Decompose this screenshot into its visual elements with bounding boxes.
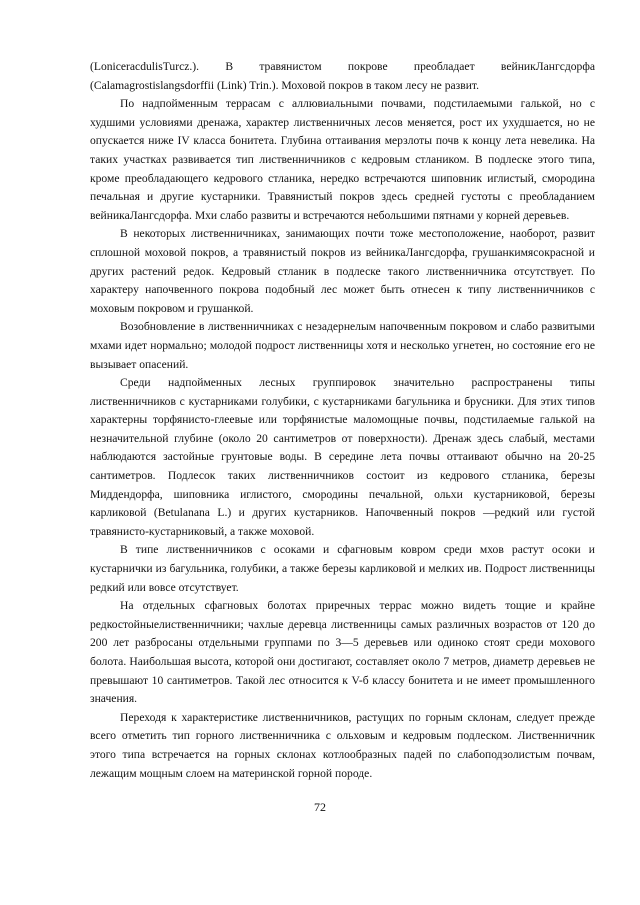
- paragraph-4: Возобновление в лиственничниках с незадернелым напочвенным покровом и слабо развитыми мхами идет нормально; молодой подрост лиственницы хотя и несколько угнетен, но состояние его не вызывает опасений.: [90, 320, 595, 371]
- paragraph-7: На отдельных сфагновых болотах приречных террас можно видеть тощие и крайне редкостойныелиственничники; чахлые деревца лиственницы самых различных возрастов от 120 до 200 лет разбросаны отдельными группами по 3—5 деревьев или одиноко стоят среди мохового болота. Наибольшая высота, которой они достигают, составляет около 7 метров, диаметр деревьев не превышают 10 сантиметров. Такой лес относится к V-б классу бонитета и не имеет промышленного значения.: [90, 599, 595, 706]
- paragraph-2: По надпойменным террасам с аллювиальными почвами, подстилаемыми галькой, но с худшими условиями дренажа, характер лиственничных лесов меняется, рост их ухудшается, но не опускается ниже IV класса бонитета. Глубина оттаивания мерзлоты почв к концу лета невелика. На таких участках развивается тип лиственничников с кедровым стлаником. В подлеске этого типа, кроме преобладающего кедрового стланика, нередко встречаются шиповник иглистый, смородина печальная и другие кустарники. Травянистый покров здесь средней густоты с преобладанием вейникаЛангсдорфа. Мхи слабо развиты и встречаются небольшими пятнами у корней деревьев.: [90, 97, 595, 222]
- paragraph-6: В типе лиственничников с осоками и сфагновым ковром среди мхов растут осоки и кустарнички из багульника, голубики, а также березы карликовой и мелких ив. Подрост лиственницы редкий или вовсе отсутствует.: [90, 543, 595, 594]
- page-body: [90, 58, 595, 783]
- paragraph-8: Переходя к характеристике лиственничников, растущих по горным склонам, следует прежде всего отметить тип горного лиственничника с ольховым и кедровым подлеском. Лиственничник этого типа встречается на горных склонах котлообразных падей по слабоподзолистым почвам, лежащим мощным слоем на материнской горной породе.: [90, 710, 595, 780]
- paragraph-5: Среди надпойменных лесных группировок значительно распространены типы лиственничников с кустарниками голубики, с кустарниками багульника и брусники. Для этих типов характерны торфянисто-глеевые или торфянистые маломощные почвы, подстилаемые галькой на незначительной глубине (около 20 сантиметров от поверхности). Дренаж здесь слабый, местами наблюдаются застойные грунтовые воды. В середине лета почвы оттаивают обычно на 20-25 сантиметров. Подлесок таких лиственничников состоит из кедрового стланика, березы Миддендорфа, шиповника иглистого, смородины печальной, ольхи кустарниковой, березы карликовой (Betulanana L.) и других кустарников. Напочвенный покров —редкий или густой травянисто-кустарниковый, а также моховой.: [90, 376, 595, 538]
- paragraph-1: (LonicеracdulisTurcz.). В травянистом покрове преобладает вейникЛангсдорфа (Calamagrostislangsdorffii (Link) Trin.). Моховой покров в таком лесу не развит.: [90, 60, 595, 92]
- page-number: 72: [314, 800, 326, 814]
- paragraph-3: В некоторых лиственничниках, занимающих почти тоже местоположение, наоборот, развит сплошной моховой покров, а травянистый покров из вейникаЛангсдорфа, грушанкимясокрасной и других растений редок. Кедровый стланик в подлеске такого лиственничника отсутствует. По характеру напочвенного покрова подобный лес может быть отнесен к типу лиственничников с моховым покровом и грушанкой.: [90, 227, 595, 315]
